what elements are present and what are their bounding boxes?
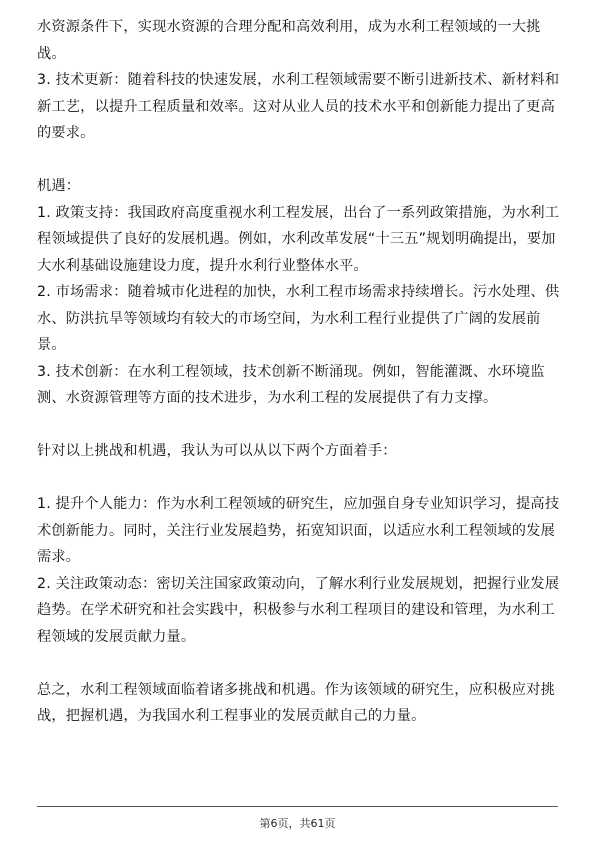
text-line: 2. 关注政策动态：密切关注国家政策动向，了解水利行业发展规划，把握行业发展 — [37, 575, 560, 592]
text-line: 的要求。 — [37, 125, 95, 141]
body-text — [37, 14, 565, 730]
paragraph-spacer — [37, 650, 565, 677]
paragraph-spacer — [37, 412, 565, 439]
text-line: 景。 — [37, 337, 66, 353]
paragraph-spacer — [37, 147, 565, 174]
text-line: 水资源条件下，实现水资源的合理分配和高效利用，成为水利工程领域的一大挑 — [37, 19, 541, 35]
text-line: 3. 技术更新：随着科技的快速发展，水利工程领域需要不断引进新技术、新材料和 — [37, 72, 560, 88]
text-line: 需求。 — [37, 549, 81, 565]
text-line: 战。 — [37, 45, 66, 62]
text-line: 1. 提升个人能力：作为水利工程领域的研究生，应加强自身专业知识学习，提高技 — [37, 496, 560, 512]
paragraph-spacer — [37, 465, 565, 492]
page-number: 第6页，共61页 — [259, 817, 336, 830]
text-line: 1. 政策支持：我国政府高度重视水利工程发展，出台了一系列政策措施，为水利工 — [37, 204, 560, 221]
section-heading-opportunities: 机遇： — [37, 178, 81, 194]
text-line: 大水利基础设施建设力度，提升水利行业整体水平。 — [37, 257, 368, 274]
text-line: 新工艺，以提升工程质量和效率。这对从业人员的技术水平和创新能力提出了更高 — [37, 98, 555, 115]
text-line: 3. 技术创新：在水利工程领域，技术创新不断涌现。例如，智能灌溉、水环境监 — [37, 363, 545, 380]
text-line: 2. 市场需求：随着城市化进程的加快，水利工程市场需求持续增长。污水处理、供 — [37, 284, 560, 300]
text-line: 针对以上挑战和机遇，我认为可以从以下两个方面着手： — [37, 443, 397, 459]
text-line: 总之，水利工程领域面临着诸多挑战和机遇。作为该领域的研究生，应积极应对挑 — [37, 681, 555, 698]
footer-divider — [37, 806, 558, 807]
text-line: 术创新能力。同时，关注行业发展趋势，拓宽知识面，以适应水利工程领域的发展 — [37, 522, 555, 539]
text-line: 程领域的发展贡献力量。 — [37, 628, 196, 645]
text-line: 水、防洪抗旱等领域均有较大的市场空间，为水利工程行业提供了广阔的发展前 — [37, 310, 541, 327]
text-line: 程领域提供了良好的发展机遇。例如，水利改革发展“十三五”规划明确提出，要加 — [37, 231, 556, 247]
text-line: 趋势。在学术研究和社会实践中，积极参与水利工程项目的建设和管理，为水利工 — [37, 602, 555, 618]
text-line: 战，把握机遇，为我国水利工程事业的发展贡献自己的力量。 — [37, 708, 426, 724]
text-line: 测、水资源管理等方面的技术进步，为水利工程的发展提供了有力支撑。 — [37, 390, 498, 406]
